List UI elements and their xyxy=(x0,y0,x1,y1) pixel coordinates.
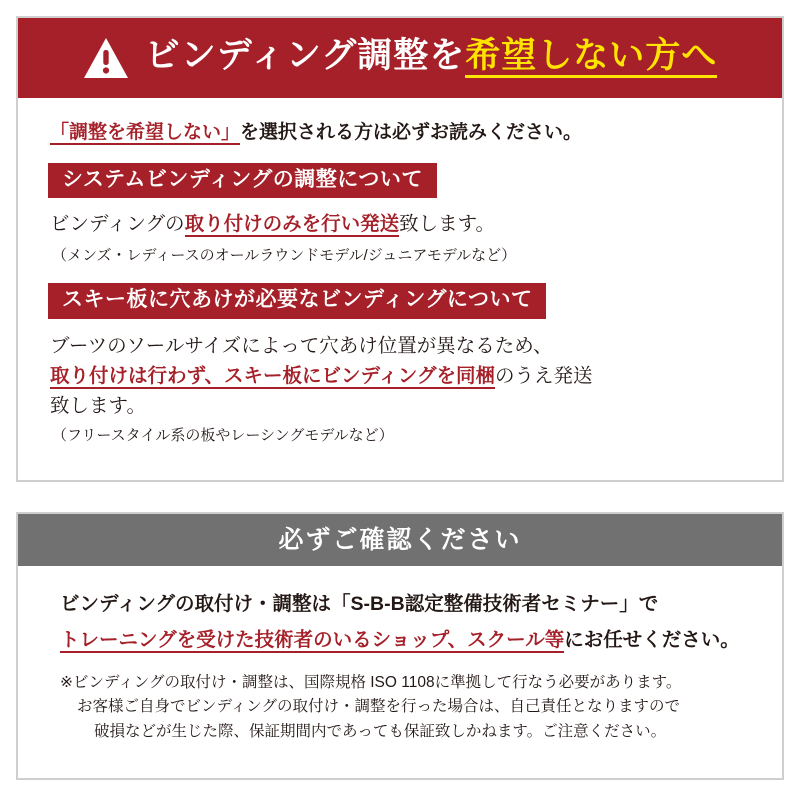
confirmation-line-1: ビンディングの取付け・調整は「S-B-B認定整備技術者セミナー」で xyxy=(60,593,659,615)
confirmation-line-2-emphasis: トレーニングを受けた技術者のいるショップ、スクール等 xyxy=(60,629,565,652)
confirmation-line-2 xyxy=(60,626,752,654)
confirmation-banner-title: 必ずご確認ください xyxy=(278,525,522,554)
section-two-emphasis: 取り付けは行わず、スキー板にビンディングを同梱 xyxy=(50,364,495,387)
banner-title-highlight: 希望しない方へ xyxy=(465,38,717,78)
section-two-note: （フリースタイル系の板やレーシングモデルなど） xyxy=(52,427,394,445)
lead-emphasis: 「調整を希望しない」 xyxy=(50,122,241,143)
section-two-line2-post: のうえ発送 xyxy=(495,364,593,387)
fineprint-line-1: ※ビンディングの取付け・調整は、国際規格 ISO 1108に準拠して行なう必要があります。 xyxy=(60,673,682,691)
binding-adjustment-panel xyxy=(16,16,784,482)
section-one-note: （メンズ・レディースのオールラウンドモデル/ジュニアモデルなど） xyxy=(52,246,517,264)
fineprint-block xyxy=(60,671,752,745)
section-one-body-post: 致します。 xyxy=(399,212,496,235)
panel-two-body xyxy=(18,566,782,745)
section-one-body-pre: ビンディングの xyxy=(50,212,185,235)
section-two-body xyxy=(50,331,756,422)
banner-title xyxy=(145,38,718,78)
fineprint-line-2: お客様ご自身でビンディングの取付け・調整を行った場合は、自己責任となりますので xyxy=(77,698,680,716)
section-two-heading: スキー板に穴あけが必要なビンディングについて xyxy=(48,283,546,318)
fineprint-line-3: 破損などが生じた際、保証期間内であっても保証致しかねます。ご注意ください。 xyxy=(94,723,667,741)
confirmation-panel xyxy=(16,512,784,780)
section-two-line1: ブーツのソールサイズによって穴あけ位置が異なるため、 xyxy=(50,334,553,357)
confirmation-banner xyxy=(18,514,782,566)
section-two-line3: 致します。 xyxy=(50,395,146,418)
section-one-body-emphasis: 取り付けのみを行い発送 xyxy=(184,212,400,235)
lead-rest: を選択される方は必ずお読みください。 xyxy=(240,122,583,143)
confirmation-line-2-rest: にお任せください。 xyxy=(564,629,740,652)
section-two xyxy=(44,283,756,447)
warning-banner xyxy=(18,18,782,98)
banner-title-plain: ビンディング調整を xyxy=(144,36,466,75)
lead-text xyxy=(50,120,756,147)
section-one-body xyxy=(50,210,756,239)
warning-triangle-icon xyxy=(83,37,129,79)
panel-one-body xyxy=(18,98,782,472)
section-one-heading: システムビンディングの調整について xyxy=(48,163,437,198)
